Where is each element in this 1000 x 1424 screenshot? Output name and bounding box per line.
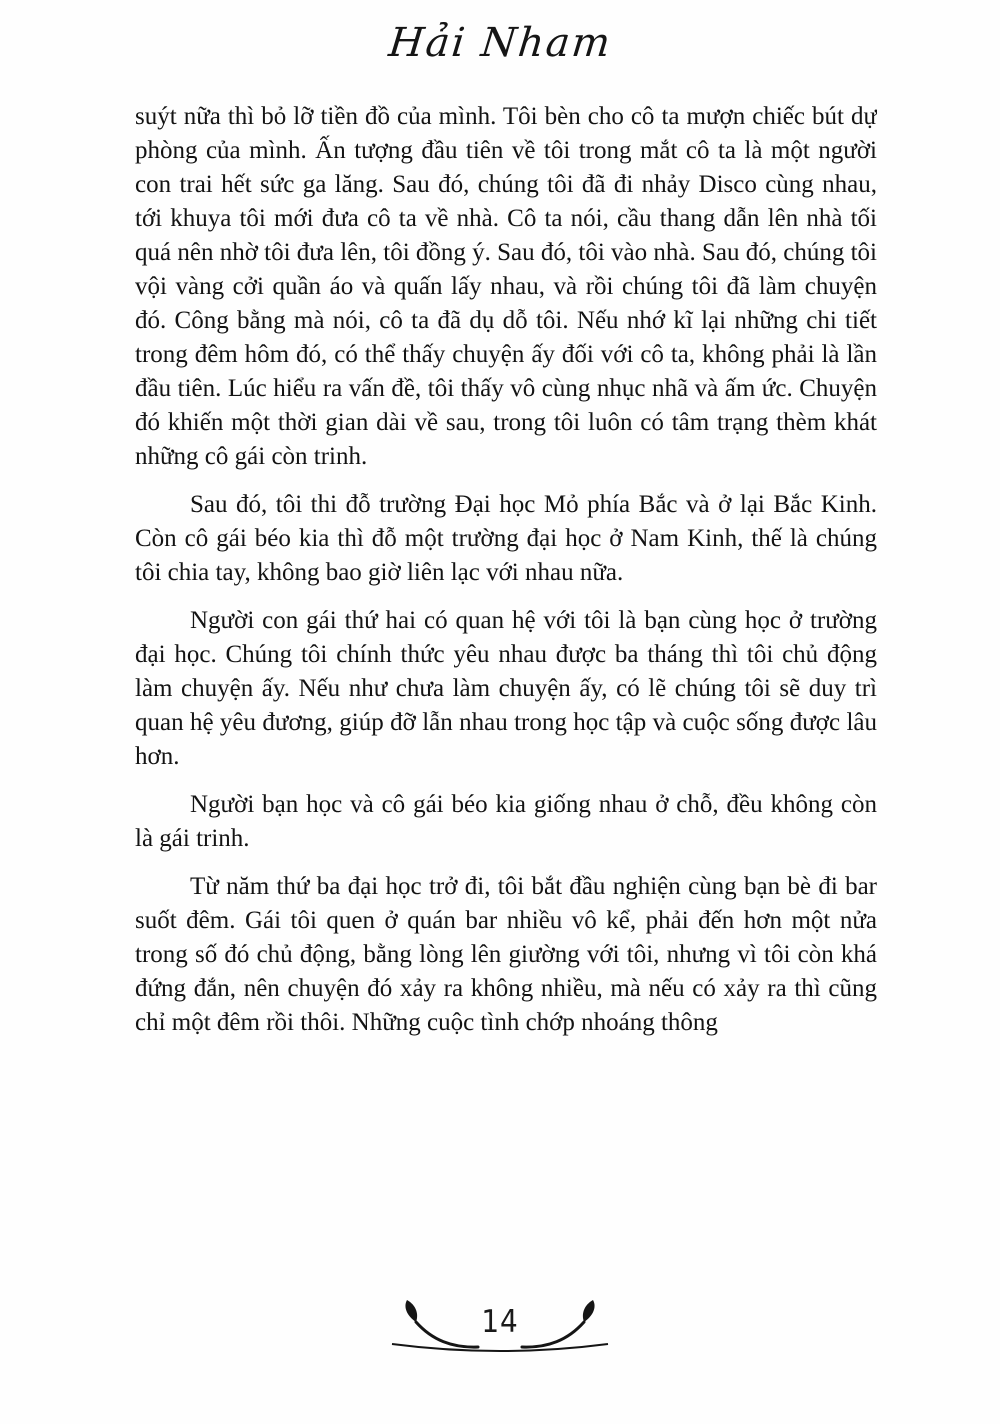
page-number-ornament	[380, 1296, 620, 1362]
page-header	[0, 20, 1000, 90]
page-number: 14	[481, 1304, 519, 1340]
paragraph: Người con gái thứ hai có quan hệ với tôi là bạn cùng học ở trường đại học. Chúng tôi chính thức yêu nhau được ba tháng thì tôi chủ động làm chuyện ấy. Nếu như chưa làm chuyện ấy, có lẽ chúng tôi sẽ duy trì quan hệ yêu đương, giúp đỡ lẫn nhau trong học tập và cuộc sống được lâu hơn.	[135, 607, 877, 770]
paragraph: suýt nữa thì bỏ lỡ tiền đồ của mình. Tôi bèn cho cô ta mượn chiếc bút dự phòng của mình. Ấn tượng đầu tiên về tôi trong mắt cô ta là một người con trai hết sức ga lăng. Sau đó, chúng tôi đã đi nhảy Disco cùng nhau, tới khuya tôi mới đưa cô ta về nhà. Cô ta nói, cầu thang dẫn lên nhà tối quá nên nhờ tôi đưa lên, tôi đồng ý. Sau đó, tôi vào nhà. Sau đó, chúng tôi vội vàng cởi quần áo và quấn lấy nhau, và rồi chúng tôi đã làm chuyện đó. Công bằng mà nói, cô ta đã dụ dỗ tôi. Nếu nhớ kĩ lại những chi tiết trong đêm hôm đó, có thể thấy chuyện ấy đối với cô ta, không phải là lần đầu tiên. Lúc hiểu ra vấn đề, tôi thấy vô cùng nhục nhã và ấm ức. Chuyện đó khiến một thời gian dài về sau, trong tôi luôn có tâm trạng thèm khát những cô gái còn trinh.	[135, 103, 877, 470]
paragraph: Người bạn học và cô gái béo kia giống nhau ở chỗ, đều không còn là gái trinh.	[135, 791, 877, 852]
paragraph: Sau đó, tôi thi đỗ trường Đại học Mỏ phía Bắc và ở lại Bắc Kinh. Còn cô gái béo kia thì đỗ một trường đại học ở Nam Kinh, thế là chúng tôi chia tay, không bao giờ liên lạc với nhau nữa.	[135, 491, 877, 586]
author-name: Hải Nham	[386, 20, 614, 66]
page-footer	[0, 1292, 1000, 1366]
paragraph: Từ năm thứ ba đại học trở đi, tôi bắt đầu nghiện cùng bạn bè đi bar suốt đêm. Gái tôi quen ở quán bar nhiều vô kể, phải đến hơn một nửa trong số đó chủ động, bằng lòng lên giường với tôi, nhưng vì tôi còn khá đứng đắn, nên chuyện đó xảy ra không nhiều, mà nếu có xảy ra thì cũng chỉ một đêm rồi thôi. Những cuộc tình chớp nhoáng thông	[135, 873, 877, 1036]
page-body	[135, 100, 877, 1040]
